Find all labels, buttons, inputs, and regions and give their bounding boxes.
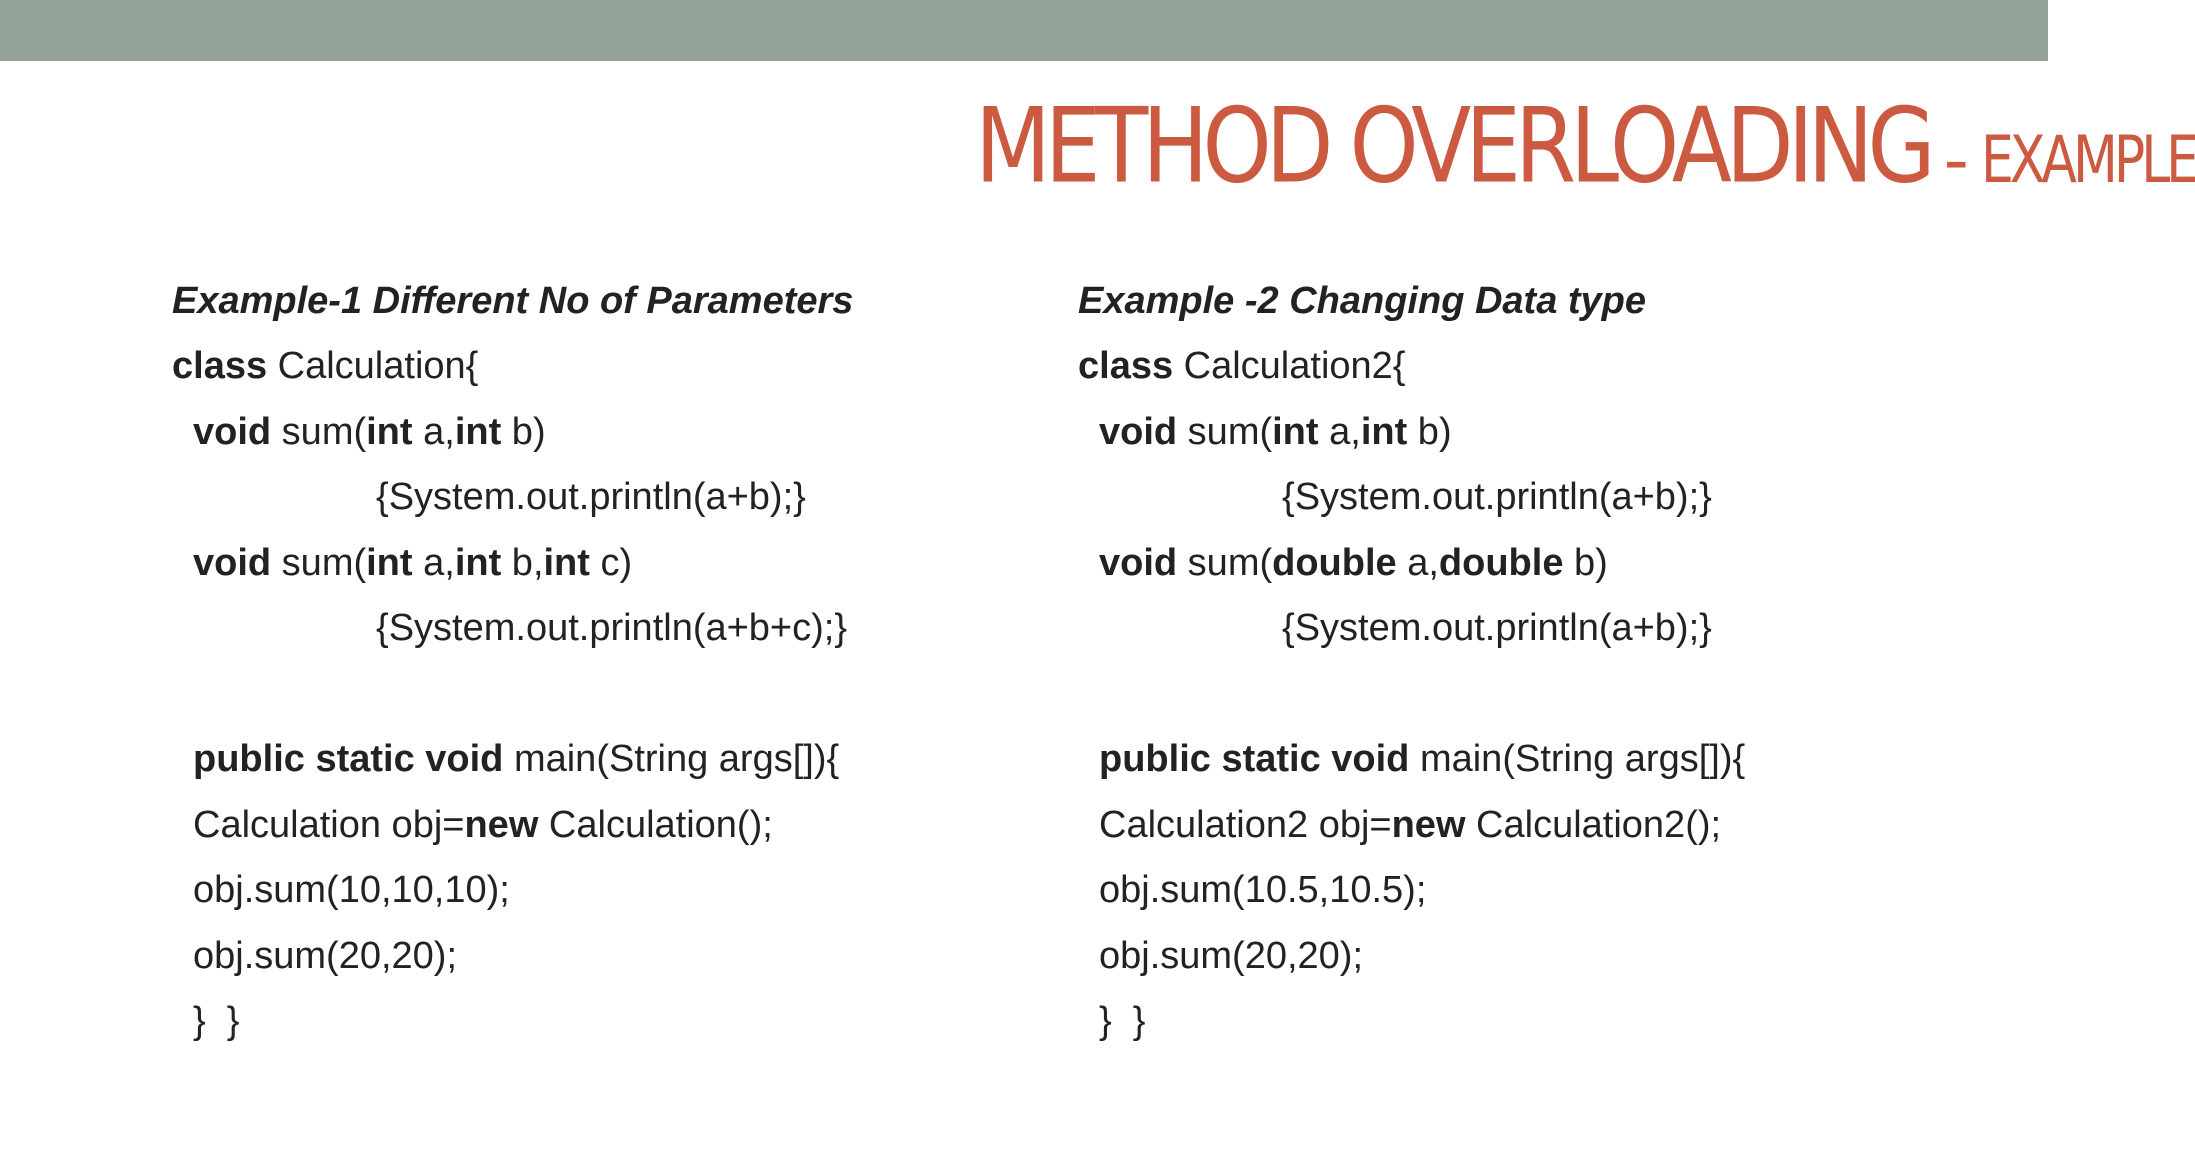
example-2-column bbox=[1078, 268, 1958, 1055]
code-text: sum( bbox=[1177, 541, 1273, 584]
code-line-close: } } bbox=[1099, 1000, 1146, 1042]
code-text: Calculation2(); bbox=[1465, 803, 1722, 846]
code-line-method-1-body: {System.out.println(a+b);} bbox=[1282, 476, 1712, 518]
keyword: void bbox=[193, 541, 272, 584]
code-text: b) bbox=[1563, 541, 1608, 584]
keyword: double bbox=[1272, 541, 1397, 584]
keyword: int bbox=[454, 541, 502, 584]
keyword: double bbox=[1438, 541, 1564, 584]
keyword: int bbox=[1272, 410, 1319, 453]
code-text: Calculation obj= bbox=[193, 803, 465, 846]
keyword: class bbox=[1078, 345, 1174, 387]
code-line-blank bbox=[1078, 662, 1958, 728]
code-text: b) bbox=[1407, 410, 1452, 453]
code-text: Calculation(); bbox=[538, 803, 773, 846]
code-line-object bbox=[1078, 793, 1958, 859]
keyword: new bbox=[464, 803, 539, 846]
code-line-method-2-body: {System.out.println(a+b);} bbox=[1282, 607, 1712, 649]
keyword: int bbox=[543, 541, 590, 584]
code-text: sum( bbox=[271, 410, 367, 453]
code-text: a, bbox=[1318, 410, 1361, 453]
example-1-column bbox=[172, 268, 992, 1055]
code-text: main(String args[]){ bbox=[503, 738, 840, 780]
example-2-heading: Example -2 Changing Data type bbox=[1078, 280, 1647, 322]
code-line-call-1: obj.sum(10,10,10); bbox=[193, 869, 510, 911]
code-line-call-2: obj.sum(20,20); bbox=[193, 934, 458, 977]
code-line-call-2: obj.sum(20,20); bbox=[1099, 934, 1364, 977]
title-separator: - bbox=[1943, 119, 1969, 201]
code-line-object bbox=[172, 793, 992, 859]
slide-title bbox=[975, 84, 2195, 230]
keyword: int bbox=[454, 410, 502, 453]
code-text: b) bbox=[501, 410, 546, 453]
code-text: a, bbox=[412, 541, 455, 584]
code-text: a, bbox=[1396, 541, 1439, 584]
code-line-method-1 bbox=[1078, 400, 1958, 466]
code-text: Calculation2 obj= bbox=[1099, 803, 1392, 846]
code-text: main(String args[]){ bbox=[1409, 738, 1746, 780]
example-1-heading: Example-1 Different No of Parameters bbox=[172, 280, 854, 322]
code-text: c) bbox=[589, 541, 633, 584]
code-line-method-2 bbox=[1078, 531, 1958, 597]
code-text: sum( bbox=[1177, 410, 1273, 453]
code-text: Calculation{ bbox=[267, 345, 479, 387]
keyword: int bbox=[1360, 410, 1408, 453]
keyword: new bbox=[1391, 803, 1466, 846]
keyword: public static void bbox=[1099, 738, 1410, 780]
keyword: void bbox=[1099, 541, 1178, 584]
code-line-class bbox=[172, 334, 992, 400]
code-line-close: } } bbox=[193, 1000, 240, 1042]
keyword: class bbox=[172, 345, 268, 387]
code-text: b, bbox=[501, 541, 544, 584]
code-line-main bbox=[1078, 727, 1958, 793]
code-line-method-2 bbox=[172, 531, 992, 597]
code-line-blank bbox=[172, 662, 992, 728]
code-line-class bbox=[1078, 334, 1958, 400]
title-sub: EXAMPLE bbox=[1980, 123, 2195, 198]
code-line-main bbox=[172, 727, 992, 793]
keyword: void bbox=[1099, 410, 1178, 453]
title-main: METHOD OVERLOADING bbox=[975, 84, 1930, 207]
code-line-call-1: obj.sum(10.5,10.5); bbox=[1099, 869, 1427, 911]
top-bar bbox=[0, 0, 2048, 61]
code-line-method-1-body: {System.out.println(a+b);} bbox=[376, 476, 806, 518]
code-text: Calculation2{ bbox=[1173, 345, 1406, 387]
code-line-method-1 bbox=[172, 400, 992, 466]
code-text: sum( bbox=[271, 541, 367, 584]
keyword: public static void bbox=[193, 738, 504, 780]
keyword: int bbox=[366, 541, 413, 584]
keyword: int bbox=[366, 410, 413, 453]
keyword: void bbox=[193, 410, 272, 453]
code-text: a, bbox=[412, 410, 455, 453]
code-line-method-2-body: {System.out.println(a+b+c);} bbox=[376, 607, 848, 649]
